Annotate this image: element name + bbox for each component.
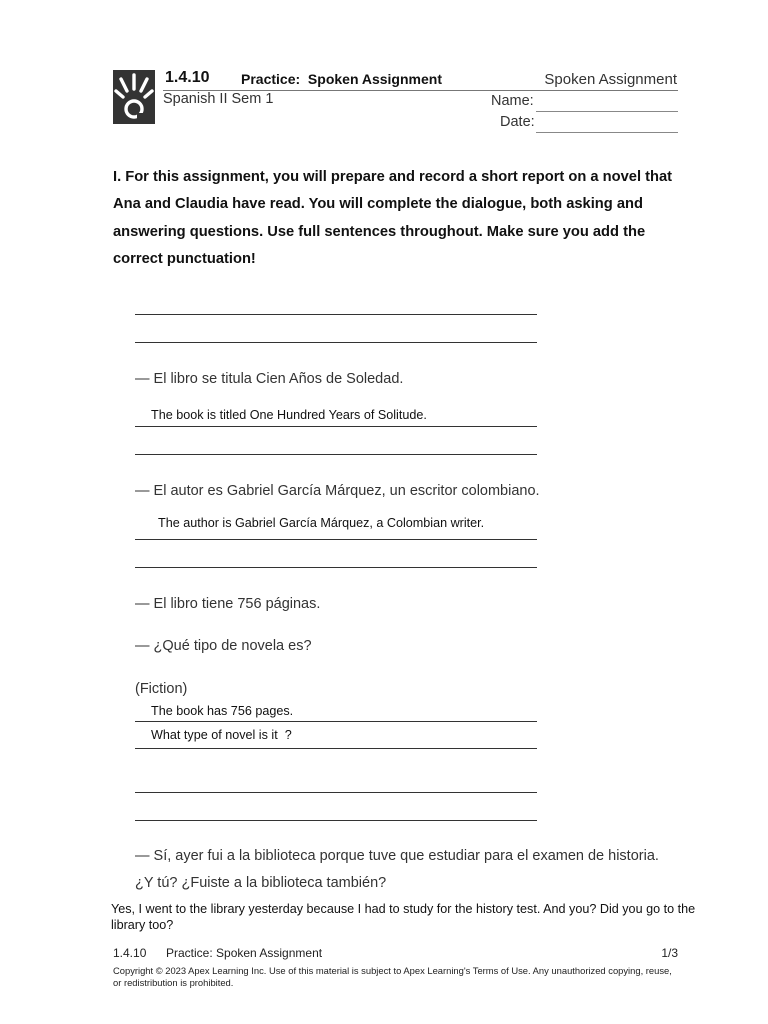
page-number: 1/3 bbox=[661, 946, 678, 960]
answer-line[interactable] bbox=[135, 426, 537, 427]
instructions: I. For this assignment, you will prepare and record a short report on a novel that Ana and Claudia have read. You will complete the dialogue, both asking and answering questions. Use full sentences throughout. Make sure you add the correct punctuation! bbox=[113, 169, 673, 267]
answer-line[interactable] bbox=[135, 567, 537, 568]
answer-line[interactable] bbox=[135, 820, 537, 821]
dialogue-line: — El libro se titula Cien Años de Soledad. bbox=[135, 371, 404, 387]
answer-line[interactable] bbox=[135, 792, 537, 793]
dialogue-line: ¿Y tú? ¿Fuiste a la biblioteca también? bbox=[135, 875, 387, 891]
course-name: Spanish II Sem 1 bbox=[163, 91, 274, 107]
dialogue-line: — El libro tiene 756 páginas. bbox=[135, 596, 321, 612]
lesson-number: 1.4.10 bbox=[165, 69, 210, 86]
dialogue-line: — ¿Qué tipo de novela es? bbox=[135, 638, 312, 654]
dialogue-line: — El autor es Gabriel García Márquez, un escritor colombiano. bbox=[135, 483, 540, 499]
answer-line[interactable] bbox=[135, 454, 537, 455]
name-label: Name: bbox=[491, 93, 534, 109]
answer-line[interactable] bbox=[135, 342, 537, 343]
apex-logo-icon bbox=[113, 70, 155, 124]
assignment-type: Spoken Assignment bbox=[544, 71, 677, 88]
answer-line[interactable] bbox=[135, 748, 537, 749]
answer-line[interactable] bbox=[135, 539, 537, 540]
answer-text[interactable]: The book is titled One Hundred Years of Solitude. bbox=[151, 408, 427, 422]
answer-text[interactable]: What type of novel is it ? bbox=[151, 728, 292, 742]
answer-text[interactable]: The author is Gabriel García Márquez, a Colombian writer. bbox=[158, 516, 485, 530]
name-field[interactable] bbox=[536, 111, 678, 112]
date-label: Date: bbox=[500, 114, 535, 130]
response-text[interactable]: Yes, I went to the library yesterday because I had to study for the history test. And you? Did you go to the library too? bbox=[111, 902, 696, 932]
dialogue-hint: (Fiction) bbox=[135, 681, 188, 697]
answer-line[interactable] bbox=[135, 721, 537, 722]
footer-lesson-number: 1.4.10 bbox=[113, 946, 147, 960]
copyright-notice: Copyright © 2023 Apex Learning Inc. Use of this material is subject to Apex Learning's Terms of Use. Any unauthorized copying, reuse, or redistribution is prohibited. bbox=[113, 965, 672, 988]
date-field[interactable] bbox=[536, 132, 678, 133]
footer-lesson-title: Practice: Spoken Assignment bbox=[166, 946, 323, 960]
answer-line[interactable] bbox=[135, 314, 537, 315]
lesson-title: Practice: Spoken Assignment bbox=[241, 71, 442, 87]
answer-text[interactable]: The book has 756 pages. bbox=[151, 704, 294, 718]
dialogue-line: — Sí, ayer fui a la biblioteca porque tuve que estudiar para el examen de historia. bbox=[135, 848, 659, 864]
